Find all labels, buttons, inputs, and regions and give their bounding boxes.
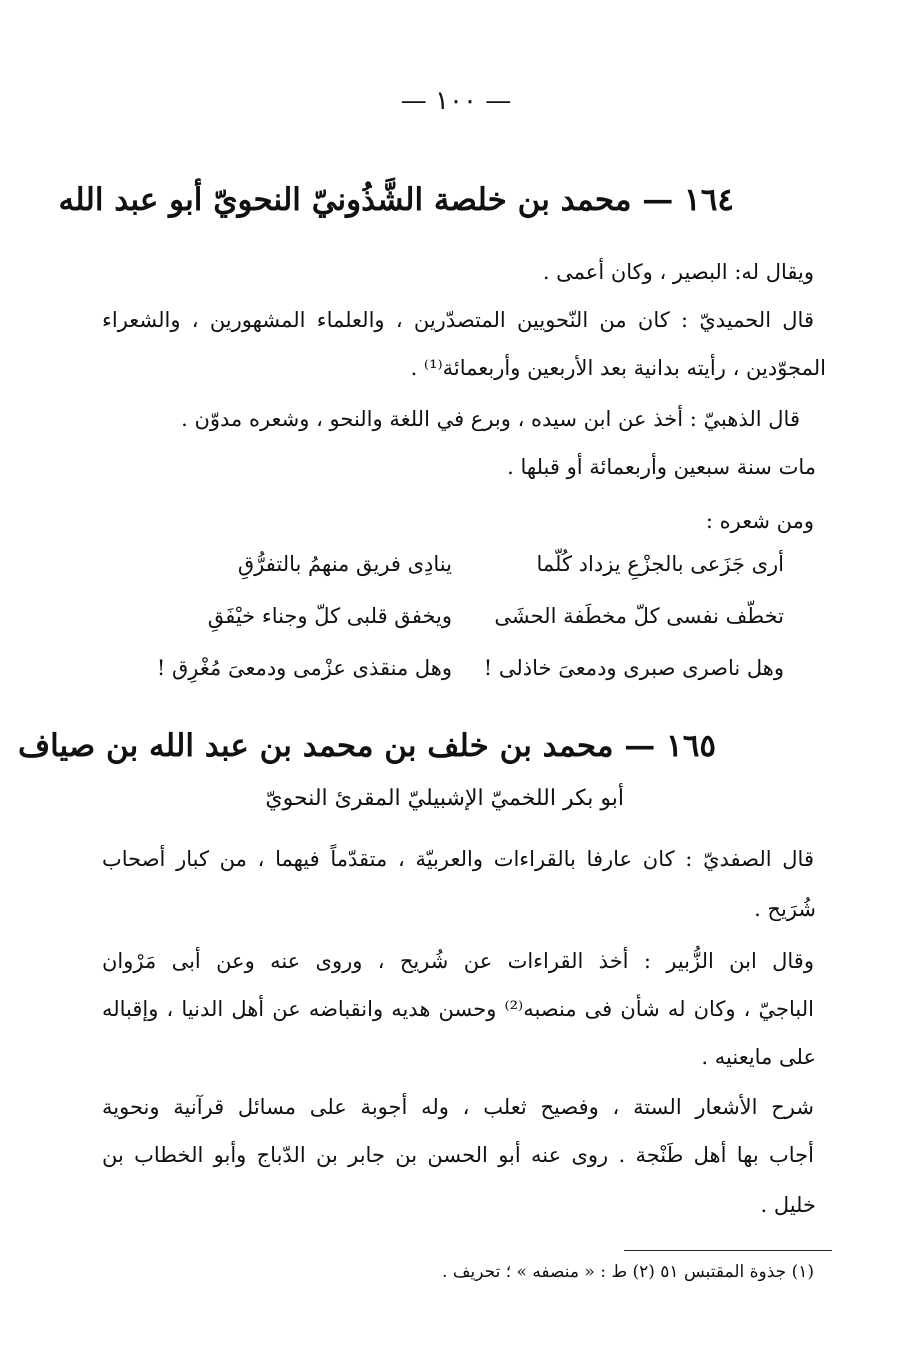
verse-hemistich-right: أرى جَزَعى بالجزْعِ يزداد كُلّما: [536, 552, 784, 576]
page-number: — ١٠٠ —: [400, 86, 512, 116]
footnote-divider: [624, 1250, 832, 1251]
verse-hemistich-left: ويخفق قلبى كلّ وجناء خيْفَقِ: [207, 604, 452, 628]
entry-165-line: شرح الأشعار الستة ، وفصيح ثعلب ، وله أجوبة على مسائل قرآنية ونحوية: [102, 1095, 814, 1119]
entry-164-line: المجوّدين ، رأيته بدانية بعد الأربعين وأربعمائة⁽¹⁾ .: [410, 356, 826, 380]
verse-hemistich-right: تخطّف نفسى كلّ مخطَفة الحشَى: [494, 604, 784, 628]
entry-164-line: قال الحميديّ : كان من النّحويين المتصدّرين ، والعلماء المشهورين ، والشعراء: [102, 308, 814, 332]
entry-165-line: قال الصفديّ : كان عارفا بالقراءات والعربيّة ، متقدّماً فيهما ، من كبار أصحاب: [102, 847, 814, 871]
verse-hemistich-right: وهل ناصرى صبرى ودمعىَ خاذلى !: [483, 656, 784, 680]
entry-165-subheading: أبو بكر اللخميّ الإشبيليّ المقرئ النحويّ: [265, 786, 624, 811]
entry-165-line: شُرَيح .: [754, 897, 816, 921]
entry-165-line: الباجيّ ، وكان له شأن فى منصبه⁽²⁾ وحسن هديه وانقباضه عن أهل الدنيا ، وإقباله: [102, 997, 814, 1021]
entry-165-line: أجاب بها أهل طَنْجة . روى عنه أبو الحسن بن جابر بن الدّباج وأبو الخطاب بن: [102, 1143, 814, 1167]
entry-164-heading: ١٦٤ — محمد بن خلصة الشَّذُونيّ النحويّ أبو عبد الله: [58, 182, 734, 218]
verse-hemistich-left: ينادِى فريق منهمُ بالتفرُّقِ: [237, 552, 452, 576]
entry-165-line: خليل .: [760, 1193, 816, 1217]
entry-165-line: وقال ابن الزُّبير : أخذ القراءات عن شُريح ، وروى عنه وعن أبى مَرْوان: [102, 949, 814, 973]
entry-165-line: على مايعنيه .: [701, 1045, 816, 1069]
verse-hemistich-left: وهل منقذى عزْمى ودمعىَ مُغْرِق !: [156, 656, 452, 680]
entry-164-line: ويقال له: البصير ، وكان أعمى .: [542, 260, 814, 284]
footnotes: (١) جذوة المقتبس ٥١ (٢) ط : « منصفه » ؛ تحريف .: [442, 1262, 814, 1282]
entry-165-heading: ١٦٥ — محمد بن خلف بن محمد بن عبد الله بن صياف: [17, 728, 716, 764]
entry-164-line: مات سنة سبعين وأربعمائة أو قبلها .: [507, 455, 816, 479]
entry-164-line: قال الذهبيّ : أخذ عن ابن سيده ، وبرع في اللغة والنحو ، وشعره مدوّن .: [181, 407, 800, 431]
poetry-intro: ومن شعره :: [705, 509, 814, 533]
